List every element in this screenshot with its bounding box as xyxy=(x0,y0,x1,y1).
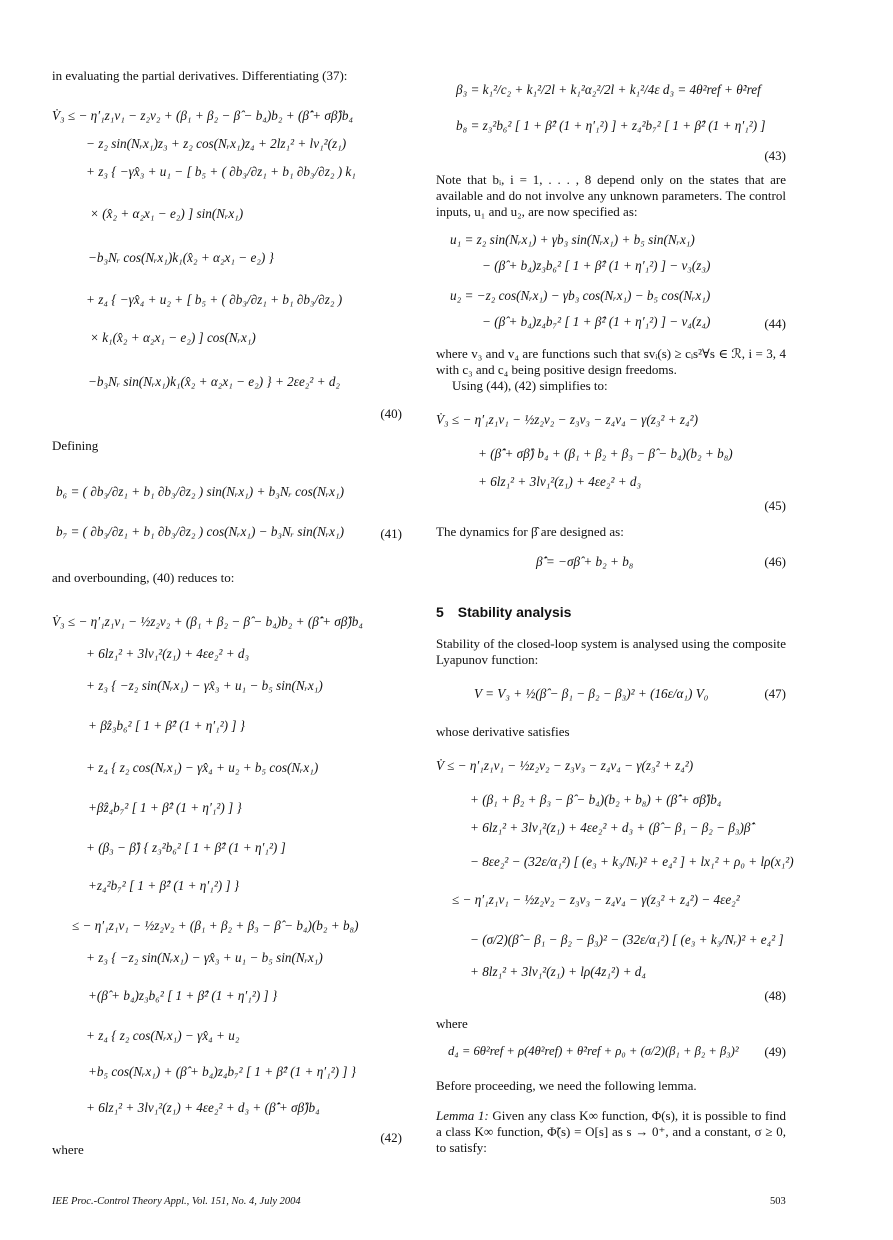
eq40-number: (40) xyxy=(380,406,402,421)
stability-text: Stability of the closed-loop system is analysed using the composite Lyapunov function: xyxy=(436,636,786,667)
eq45-line-3: + 6lz₁² + 3lv₁²(z₁) + 4εe₂² + d₃ xyxy=(478,474,642,489)
eq41-line-1: b₆ = ( ∂b₃/∂z₁ + b₁ ∂b₃/∂z₂ ) sin(Nᵣx₁) + b₃Nᵣ cos(Nᵣx₁) xyxy=(56,484,345,499)
eq40-line-1: V̇₃ ≤ − η′₁z₁v₁ − z₂v₂ + (β₁ + β₂ − β̂ − b₄)b₂ + (β̂̇ + σβ̂)b₄ xyxy=(52,108,354,123)
lemma-paragraph xyxy=(436,1108,786,1156)
section-number: 5 xyxy=(436,604,444,620)
eq42-line-5: + z₄ { z₂ cos(Nᵣx₁) − γx̂₄ + u₂ + b₅ cos(Nᵣx₁) xyxy=(86,760,319,775)
eq45-line-1: V̇₃ ≤ − η′₁z₁v₁ − ½z₂v₂ − z₃v₃ − z₄v₄ − γ(z₃² + z₄²) xyxy=(436,412,698,427)
eq42-line-14: + 6lz₁² + 3lv₁²(z₁) + 4εe₂² + d₃ + (β̂̇ + σβ̂)b₄ xyxy=(86,1100,320,1115)
where2-text: where xyxy=(436,1016,468,1031)
eq44-line-3: u₂ = −z₂ cos(Nᵣx₁) − γb₃ cos(Nᵣx₁) − b₅ cos(Nᵣx₁) xyxy=(450,288,711,303)
section-heading xyxy=(436,604,571,620)
eq48-line-6: − (σ/2)(β̂ − β₁ − β₂ − β₃)² − (32ε/α₁²) [ (e₃ + k₃/Nᵣ)² + e₄² ] xyxy=(470,932,784,947)
eq40-line-6: + z₄ { −γx̂₄ + u₂ + [ b₅ + ( ∂b₃/∂z₁ + b₁ ∂b₃/∂z₂ ) xyxy=(86,292,343,307)
before-text: Before proceeding, we need the following lemma. xyxy=(436,1078,697,1093)
eq42-line-13: +b₅ cos(Nᵣx₁) + (β̂ + b₄)z₄b₇² [ 1 + β̂² (1 + η′₁²) ] } xyxy=(88,1064,357,1079)
eq45-number: (45) xyxy=(764,498,786,513)
eq42-line-11: +(β̂ + b₄)z₃b₆² [ 1 + β̂² (1 + η′₁²) ] } xyxy=(88,988,278,1003)
eq46-line-1: β̂̇ = −σβ̂ + b₂ + b₈ xyxy=(536,554,634,569)
using44-text: Using (44), (42) simplifies to: xyxy=(452,378,608,393)
where-v-text: where v₃ and v₄ are functions such that svᵢ(s) ≥ cᵢs²∀s ∈ ℛ, i = 3, 4 with c₃ and c₄ being positive design freedoms. xyxy=(436,346,786,377)
eq48-number: (48) xyxy=(764,988,786,1003)
eq42-line-2: + 6lz₁² + 3lv₁²(z₁) + 4εe₂² + d₃ xyxy=(86,646,250,661)
lemma-label: Lemma 1: xyxy=(436,1108,489,1123)
eq42-line-1: V̇₃ ≤ − η′₁z₁v₁ − ½z₂v₂ + (β₁ + β₂ − β̂ − b₄)b₂ + (β̂̇ + σβ̂)b₄ xyxy=(52,614,363,629)
eq40-line-5: −b₃Nᵣ cos(Nᵣx₁)k₁(x̂₂ + α₂x₁ − e₂) } xyxy=(88,250,274,265)
dynamics-text: The dynamics for β̂ are designed as: xyxy=(436,524,624,539)
eq40-line-3: + z₃ { −γx̂₃ + u₁ − [ b₅ + ( ∂b₃/∂z₁ + b₁ ∂b₃/∂z₂ ) k₁ xyxy=(86,164,356,179)
eq47-number: (47) xyxy=(764,686,786,701)
eq43-number: (43) xyxy=(764,148,786,163)
eq48-line-2: + (β₁ + β₂ + β₃ − β̂ − b₄)(b₂ + b₈) + (β̂̇ + σβ̂)b₄ xyxy=(470,792,722,807)
eq48-line-1: V̇ ≤ − η′₁z₁v₁ − ½z₂v₂ − z₃v₃ − z₄v₄ − γ(z₃² + z₄²) xyxy=(436,758,694,773)
eq42-line-10: + z₃ { −z₂ sin(Nᵣx₁) − γx̂₃ + u₁ − b₅ sin(Nᵣx₁) xyxy=(86,950,323,965)
eq40-line-8: −b₃Nᵣ sin(Nᵣx₁)k₁(x̂₂ + α₂x₁ − e₂) } + 2εe₂² + d₂ xyxy=(88,374,341,389)
eq49-number: (49) xyxy=(764,1044,786,1059)
eq42-line-7: + (β₃ − β̂) { z₃²b₆² [ 1 + β̂² (1 + η′₁²) ] xyxy=(86,840,286,855)
eq40-line-4: × (x̂₂ + α₂x₁ − e₂) ] sin(Nᵣx₁) xyxy=(90,206,244,221)
eq48-line-4: − 8εe₂² − (32ε/α₁²) [ (e₃ + k₃/Nᵣ)² + e₄² ] + lx₁² + ρ₀ + lρ(x₁²) xyxy=(470,854,794,869)
intro-text: in evaluating the partial derivatives. Differentiating (37): xyxy=(52,68,348,83)
note-text: Note that bᵢ, i = 1, . . . , 8 depend only on the states that are available and do not involve any unknown parameters. The control inputs, u₁ and u₂, are now specified as: xyxy=(436,172,786,219)
eq46-number: (46) xyxy=(764,554,786,569)
overbounding-text: and overbounding, (40) reduces to: xyxy=(52,570,235,585)
eq40-line-2: − z₂ sin(Nᵣx₁)z₃ + z₂ cos(Nᵣx₁)z₄ + 2lz₁² + lv₁²(z₁) xyxy=(86,136,347,151)
footer-page-number: 503 xyxy=(770,1196,786,1207)
eq49-line-1: d₄ = 6θ²ref + ρ(4θ²ref) + θ̇²ref + ρ₀ + (σ/2)(β₁ + β₂ + β₃)² xyxy=(448,1044,739,1058)
eq43-line-2: b₈ = z₃²b₆² [ 1 + β̂² (1 + η′₁²) ] + z₄²b₇² [ 1 + β̂² (1 + η′₁²) ] xyxy=(456,118,766,133)
eq42-number: (42) xyxy=(380,1130,402,1145)
section-title: Stability analysis xyxy=(457,604,572,620)
where-text: where xyxy=(52,1142,84,1157)
eq42-line-6: +β̂z₄b₇² [ 1 + β̂² (1 + η′₁²) ] } xyxy=(88,800,242,815)
eq42-line-4: + β̂z₃b₆² [ 1 + β̂² (1 + η′₁²) ] } xyxy=(88,718,246,733)
eq42-line-8: +z₄²b₇² [ 1 + β̂² (1 + η′₁²) ] } xyxy=(88,878,240,893)
eq40-line-7: × k₁(x̂₂ + α₂x₁ − e₂) ] cos(Nᵣx₁) xyxy=(90,330,256,345)
eq48-line-5: ≤ − η′₁z₁v₁ − ½z₂v₂ − z₃v₃ − z₄v₄ − γ(z₃² + z₄²) − 4εe₂² xyxy=(452,892,740,907)
eq41-line-2: b₇ = ( ∂b₃/∂z₁ + b₁ ∂b₃/∂z₂ ) cos(Nᵣx₁) − b₃Nᵣ sin(Nᵣx₁) xyxy=(56,524,345,539)
eq41-number: (41) xyxy=(380,526,402,541)
eq47-line-1: V = V₃ + ½(β̂ − β₁ − β₂ − β₃)² + (16ε/α₁) V₀ xyxy=(474,686,709,701)
defining-text: Defining xyxy=(52,438,99,453)
derivative-text: whose derivative satisfies xyxy=(436,724,570,739)
lemma-text: Given any class K∞ function, Φ(s), it is possible to find a class K∞ function, Φ̃(s) = O[s] as s → 0⁺, and a constant, σ ≥ 0, to satisfy: xyxy=(436,1108,786,1155)
eq42-line-9: ≤ − η′₁z₁v₁ − ½z₂v₂ + (β₁ + β₂ + β₃ − β̂ − b₄)(b₂ + b₈) xyxy=(72,918,359,933)
eq44-line-2: − (β̂ + b₄)z₃b₆² [ 1 + β̂² (1 + η′₁²) ] − v₃(z₃) xyxy=(482,258,711,273)
footer-journal: IEE Proc.-Control Theory Appl., Vol. 151, No. 4, July 2004 xyxy=(52,1196,301,1207)
eq48-line-3: + 6lz₁² + 3lv₁²(z₁) + 4εe₂² + d₃ + (β̂ − β₁ − β₂ − β₃)β̂̇ xyxy=(470,820,751,835)
eq44-number: (44) xyxy=(764,316,786,331)
eq44-line-4: − (β̂ + b₄)z₄b₇² [ 1 + β̂² (1 + η′₁²) ] − v₄(z₄) xyxy=(482,314,711,329)
eq43-line-1: β₃ = k₁²/c₂ + k₁²/2l + k₁²α₂²/2l + k₁²/4ε d₃ = 4θ²ref + θ̇²ref xyxy=(456,82,761,97)
eq42-line-12: + z₄ { z₂ cos(Nᵣx₁) − γx̂₄ + u₂ xyxy=(86,1028,240,1043)
eq45-line-2: + (β̂̇ + σβ̂) b₄ + (β₁ + β₂ + β₃ − β̂ − b₄)(b₂ + b₈) xyxy=(478,446,733,461)
eq48-line-7: + 8lz₁² + 3lv₁²(z₁) + lρ(4z₁²) + d₄ xyxy=(470,964,646,979)
eq42-line-3: + z₃ { −z₂ sin(Nᵣx₁) − γx̂₃ + u₁ − b₅ sin(Nᵣx₁) xyxy=(86,678,323,693)
eq44-line-1: u₁ = z₂ sin(Nᵣx₁) + γb₃ sin(Nᵣx₁) + b₅ sin(Nᵣx₁) xyxy=(450,232,695,247)
